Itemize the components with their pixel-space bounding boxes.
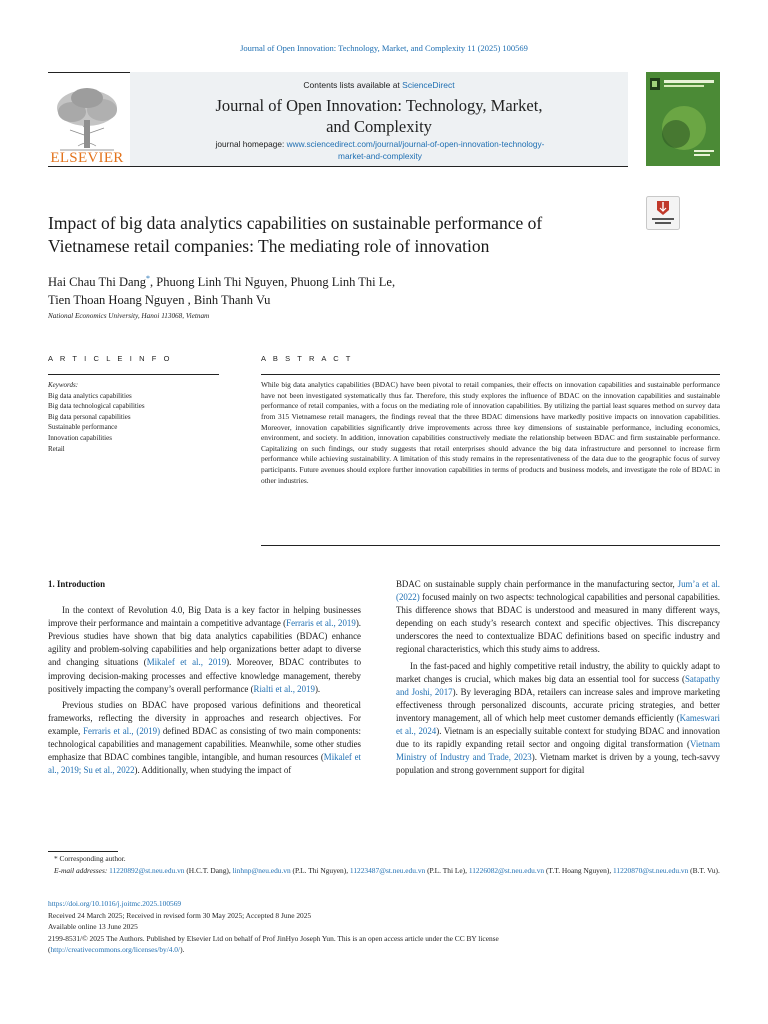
body-column-left xyxy=(48,578,361,780)
paragraph-text: ). xyxy=(314,683,321,694)
author-name: , Phuong Linh Thi Le xyxy=(284,275,392,290)
email-owner: (P.L. Thi Nguyen), xyxy=(290,865,350,875)
license-text: 2199-8531/© 2025 The Authors. Published by Elsevier Ltd on behalf of Prof JinHyo Joseph Yun. This is an open access article under the CC BY license xyxy=(48,933,499,943)
corresponding-author-note: * Corresponding author. xyxy=(54,854,126,863)
journal-cover-image[interactable] xyxy=(646,72,720,166)
journal-cover-icon xyxy=(646,72,720,166)
license-url-line xyxy=(48,944,720,956)
citation-link[interactable]: Jum’a et al. (2022) xyxy=(396,579,720,603)
paragraph xyxy=(48,699,361,778)
corresponding-mark[interactable]: * xyxy=(146,274,151,283)
paragraph-text: ). Additionally, when studying the impact of xyxy=(134,765,292,776)
paragraph-text: ). Moreover, BDAC contributes to improving decision-making processes and effective knowledge management, thereby positively impacting the company’s overall performance ( xyxy=(48,657,362,694)
email-owner: (B.T. Vu). xyxy=(688,865,720,875)
article-title-line: Vietnamese retail companies: The mediating role of innovation xyxy=(48,236,490,256)
email-label: E-mail addresses: xyxy=(54,865,110,875)
keyword-item: Sustainable performance xyxy=(48,423,118,432)
paragraph-text: focused mainly on two aspects: technological capabilities and personal capabilities. This difference shows that BDAC is understood and measured in many different ways, depending on each study’s research context and specific objectives. This discrepancy underscores the need to contextualize BDAC definitions based on specific industry and regional characteristics, which this study aims to address. xyxy=(396,592,720,655)
citation-link[interactable]: Satapathy and Joshi, 2017 xyxy=(396,673,720,697)
keywords-label: Keywords: xyxy=(48,381,79,389)
received-dates: Received 24 March 2025; Received in revised form 30 May 2025; Accepted 8 June 2025 xyxy=(48,910,312,920)
journal-homepage xyxy=(160,138,600,162)
keyword-item: Big data technological capabilities xyxy=(48,402,145,411)
paragraph-text: In the context of Revolution 4.0, Big Data is a key factor in helping businesses improve their performance and maintain a competitive advantage ( xyxy=(48,605,361,629)
author-name: , Phuong Linh Thi Nguyen xyxy=(150,275,285,290)
journal-title xyxy=(130,95,628,137)
sciencedirect-link[interactable]: ScienceDirect xyxy=(402,80,455,90)
article-title-line: Impact of big data analytics capabilities on sustainable performance of xyxy=(48,213,543,233)
homepage-link[interactable]: market-and-complexity xyxy=(338,151,422,161)
citation-link[interactable]: Mikalef et al., 2019 xyxy=(146,657,227,668)
article-title xyxy=(48,212,628,258)
left-paragraphs xyxy=(48,604,361,777)
elsevier-wordmark: ELSEVIER xyxy=(50,150,124,166)
author-name: , xyxy=(391,275,396,290)
paragraph-text: Previous studies on BDAC have proposed various definitions and theoretical frameworks, reflecting the diversity in approaches and research objectives. For example, xyxy=(48,699,361,736)
check-for-updates-icon[interactable] xyxy=(646,196,680,230)
paragraph-text: ). By leveraging BDA, retailers can increase sales and improve marketing effectiveness through personalized discounts, accurate pricing strategies, and better inventory management, all of which help meet customer demands efficiently ( xyxy=(396,686,721,723)
keyword-item: Big data analytics capabilities xyxy=(48,391,132,400)
article-info-heading: A R T I C L E I N F O xyxy=(48,354,173,363)
right-paragraphs xyxy=(396,578,720,777)
body-column-right xyxy=(396,578,720,780)
email-link[interactable]: 11226082@st.neu.edu.vn xyxy=(468,865,545,875)
citation-link[interactable]: Mikalef et al., 2019; Su et al., 2022 xyxy=(48,752,362,776)
author-name: Hai Chau Thi Dang xyxy=(48,275,147,290)
homepage-label: journal homepage: xyxy=(215,139,287,149)
author-list xyxy=(48,270,668,309)
keyword-list xyxy=(48,391,218,455)
homepage-link[interactable]: www.sciencedirect.com/journal/journal-of-open-innovation-technology- xyxy=(286,139,545,149)
available-online: Available online 13 June 2025 xyxy=(48,922,138,931)
paragraph xyxy=(396,660,720,778)
keyword-item: Retail xyxy=(48,444,65,453)
citation-link[interactable]: Rialti et al., 2019 xyxy=(253,683,315,694)
email-owner: (T.T. Hoang Nguyen), xyxy=(544,865,614,875)
running-header[interactable]: Journal of Open Innovation: Technology, Market, and Complexity 11 (2025) 100569 xyxy=(240,43,528,53)
citation-link[interactable]: Ferraris et al., 2019 xyxy=(286,618,356,629)
keyword-item: Big data personal capabilities xyxy=(48,412,131,421)
abstract-rule-bottom xyxy=(261,545,720,546)
abstract-rule xyxy=(261,374,720,375)
paragraph-text: BDAC on sustainable supply chain performance in the manufacturing sector, xyxy=(396,579,678,589)
contents-prefix: Contents lists available at xyxy=(303,80,403,90)
paragraph-text: ). Previous studies have shown that big data analytics capabilities (BDAC) enhance agility and problem-solving capabilities and help organizations better adapt to diverse and changing situations ( xyxy=(48,618,361,668)
citation-link[interactable]: Vietnam Ministry of Industry and Trade, 2023 xyxy=(396,739,720,763)
abstract-text: While big data analytics capabilities (BDAC) have been pivotal to retail companies, their effects on innovation capabilities and sustainable performance have not been investigated systematically thus far. Therefore, this study explores the influence of BDAC on the innovation capabilities and sustainable performance of retail companies, with a focus on the mediating role of innovation capabilities. By utilizing the partial least squares method on survey data from 315 Vietnamese retail managers, the findings reveal that the three BDAC dimensions have markedly positive impacts on innovation capabilities. Moreover, innovation capabilities significantly drive improvements across three key dimensions of sustainable performance, including economics, environment, and society. In addition, innovation capabilities constructively mediate the relationship between BDAC and firm sustainable performance. Capitalizing on such findings, our study suggests that retail enterprises should advance the big data infrastructure and personnel to increase firm performance while achieving sustainability. A limitation of this study remains in the representativeness of the data due to the geographic focus of survey participants. Future avenues should explore further innovation capabilities in terms of products and business models, and investigate the role of BDAC in other industries. xyxy=(261,380,720,485)
paragraph xyxy=(396,578,720,657)
author-line-2: Tien Thoan Hoang Nguyen , Binh Thanh Vu xyxy=(48,292,271,307)
email-owner: (P.L. Thi Le), xyxy=(425,865,469,875)
email-owner: (H.C.T. Dang), xyxy=(184,865,233,875)
footnote-rule xyxy=(48,851,118,852)
email-link[interactable]: linhnp@neu.edu.vn xyxy=(232,865,291,875)
doi-link[interactable]: https://doi.org/10.1016/j.joitmc.2025.100569 xyxy=(48,899,182,908)
abstract-heading: A B S T R A C T xyxy=(261,354,353,363)
author-line-1 xyxy=(48,270,668,292)
license-paren-open: ( xyxy=(48,945,51,954)
email-link[interactable]: 11220892@st.neu.edu.vn xyxy=(109,865,185,875)
license-link[interactable]: http://creativecommons.org/licenses/by/4.0/ xyxy=(50,945,181,954)
footnotes xyxy=(48,853,720,877)
contents-line xyxy=(130,80,628,90)
journal-title-line: Journal of Open Innovation: Technology, Market, xyxy=(215,96,543,115)
email-link[interactable]: 11223487@st.neu.edu.vn xyxy=(349,865,426,875)
license-paren-close: ). xyxy=(180,945,185,954)
journal-title-line: and Complexity xyxy=(326,117,432,136)
paragraph-text: In the fast-paced and highly competitive retail industry, the ability to quickly adapt to market changes is crucial, which makes big data an essential tool for success ( xyxy=(396,660,720,684)
citation-link[interactable]: Ferraris et al., (2019) xyxy=(83,725,161,736)
publication-info xyxy=(48,898,720,956)
citation-link[interactable]: Kameswari et al., 2024 xyxy=(396,712,720,737)
keywords-block xyxy=(48,380,218,454)
paragraph xyxy=(48,604,361,696)
paragraph-text: ). Vietnam market is driven by a young, tech-savvy population and strong government support for digital xyxy=(396,752,720,776)
email-addresses xyxy=(48,865,720,877)
header-rule-bottom xyxy=(48,166,628,167)
paragraph-text: defined BDAC as consisting of two main components: technological capabilities and management capabilities. Meanwhile, some other studies emphasize that BDAC combines tangible, intangible, and human resources ( xyxy=(48,725,361,763)
keyword-item: Innovation capabilities xyxy=(48,433,112,442)
section-heading: 1. Introduction xyxy=(48,579,106,589)
email-link[interactable]: 11220870@st.neu.edu.vn xyxy=(613,865,689,875)
affiliation: National Economics University, Hanoi 113068, Vietnam xyxy=(48,312,210,320)
article-info-rule xyxy=(48,374,219,375)
paragraph-text: ). Vietnam is an especially suitable context for studying BDAC and innovation due to its rapidly expanding retail sector and ongoing digital transformation ( xyxy=(396,726,720,750)
